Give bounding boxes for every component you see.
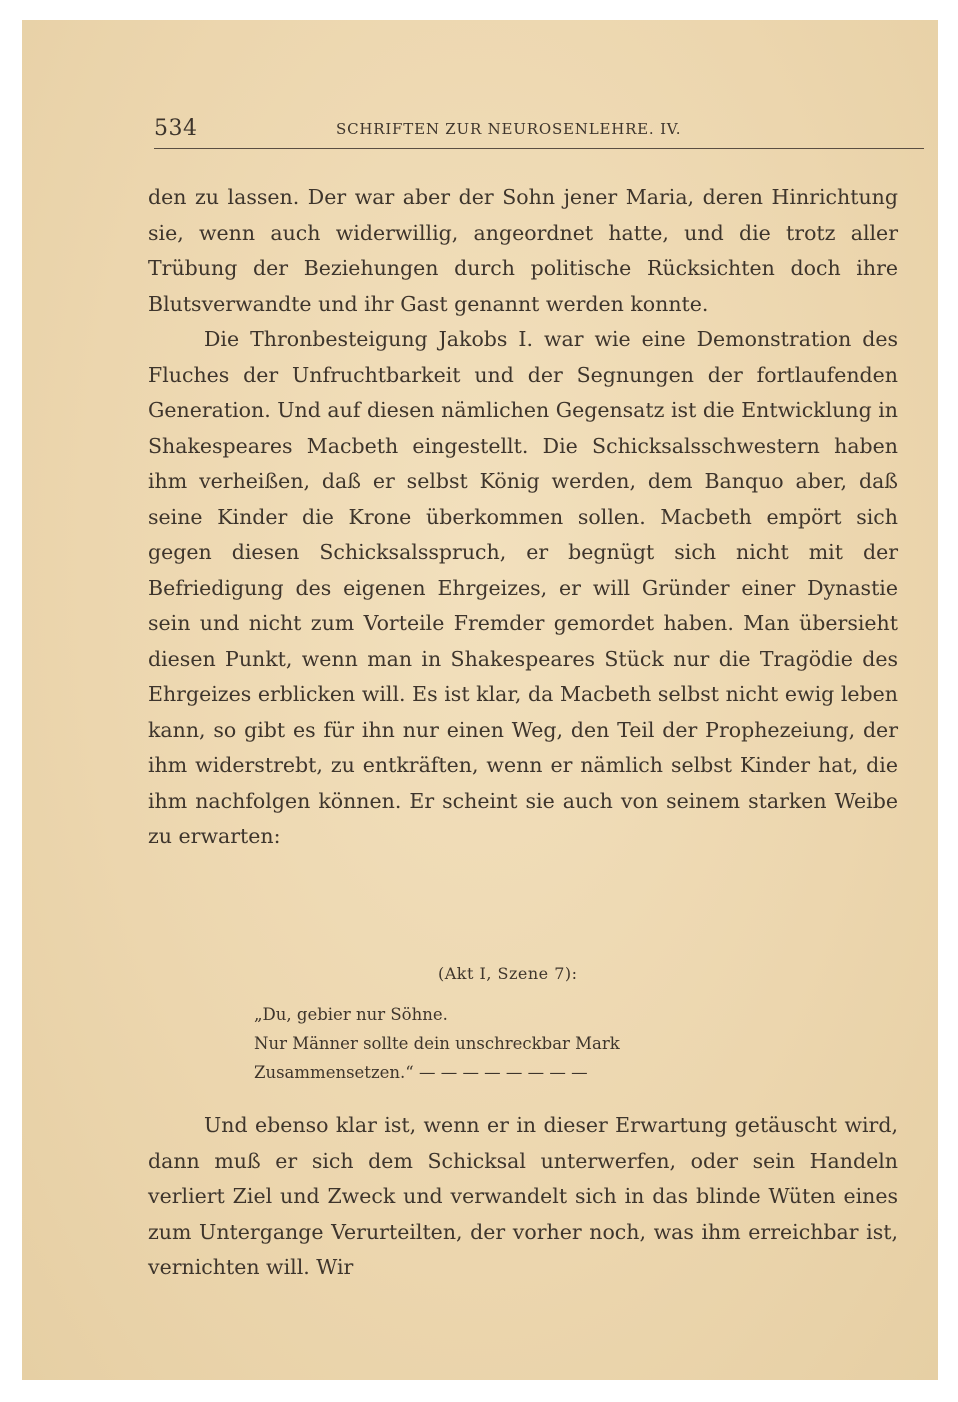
main-text — [148, 180, 898, 855]
quote-line: „Du, gebier nur Söhne. — [254, 1005, 448, 1024]
paragraph-macbeth: Die Thronbesteigung Jakobs I. war wie eine Demonstration des Fluches der Unfruchtbarkeit und der Segnungen der fortlaufenden Generation. Und auf diesen nämlichen Gegensatz ist die Entwicklung in Shakespeares Macbeth eingestellt. Die Schicksalsschwestern haben ihm verheißen, daß er selbst König werden, dem Banquo aber, daß seine Kinder die Krone überkommen sollen. Macbeth empört sich gegen diesen Schicksalsspruch, er begnügt sich nicht mit der Befriedigung des eigenen Ehrgeizes, er will Gründer einer Dynastie sein und nicht zum Vorteile Fremder gemordet haben. Man übersieht diesen Punkt, wenn man in Shakespeares Stück nur die Tragödie des Ehrgeizes erblicken will. Es ist klar, da Macbeth selbst nicht ewig leben kann, so gibt es für ihn nur einen Weg, den Teil der Prophezeiung, der ihm widerstrebt, zu entkräften, wenn er nämlich selbst Kinder hat, die ihm nachfolgen können. Er scheint sie auch von seinem starken Weibe zu erwarten: — [148, 327, 898, 848]
paragraph-closing: Und ebenso klar ist, wenn er in dieser Erwartung getäuscht wird, dann muß er sich dem Schicksal unterwerfen, oder sein Handeln verliert Ziel und Zweck und verwandelt sich in das blinde Wüten eines zum Untergange Verurteilten, der vorher noch, was ihm erreichbar ist, vernichten will. Wir — [148, 1113, 898, 1279]
running-head: SCHRIFTEN ZUR NEUROSENLEHRE. IV. — [336, 120, 682, 138]
quote-line: Zusammensetzen.“ — — — — — — — — — [254, 1063, 588, 1082]
page-header — [154, 114, 924, 149]
quote-block — [254, 1000, 620, 1087]
closing-text — [148, 1108, 898, 1286]
book-page — [22, 20, 938, 1380]
quote-line: Nur Männer sollte dein unschreckbar Mark — [254, 1034, 620, 1053]
paragraph-continuation: den zu lassen. Der war aber der Sohn jener Maria, deren Hinrichtung sie, wenn auch widerwillig, angeordnet hatte, und die trotz aller Trübung der Beziehungen durch politische Rücksichten doch ihre Blutsverwandte und ihr Gast genannt werden konnte. — [148, 185, 898, 316]
scene-reference: (Akt I, Szene 7): — [438, 964, 578, 983]
page-number: 534 — [154, 116, 198, 141]
